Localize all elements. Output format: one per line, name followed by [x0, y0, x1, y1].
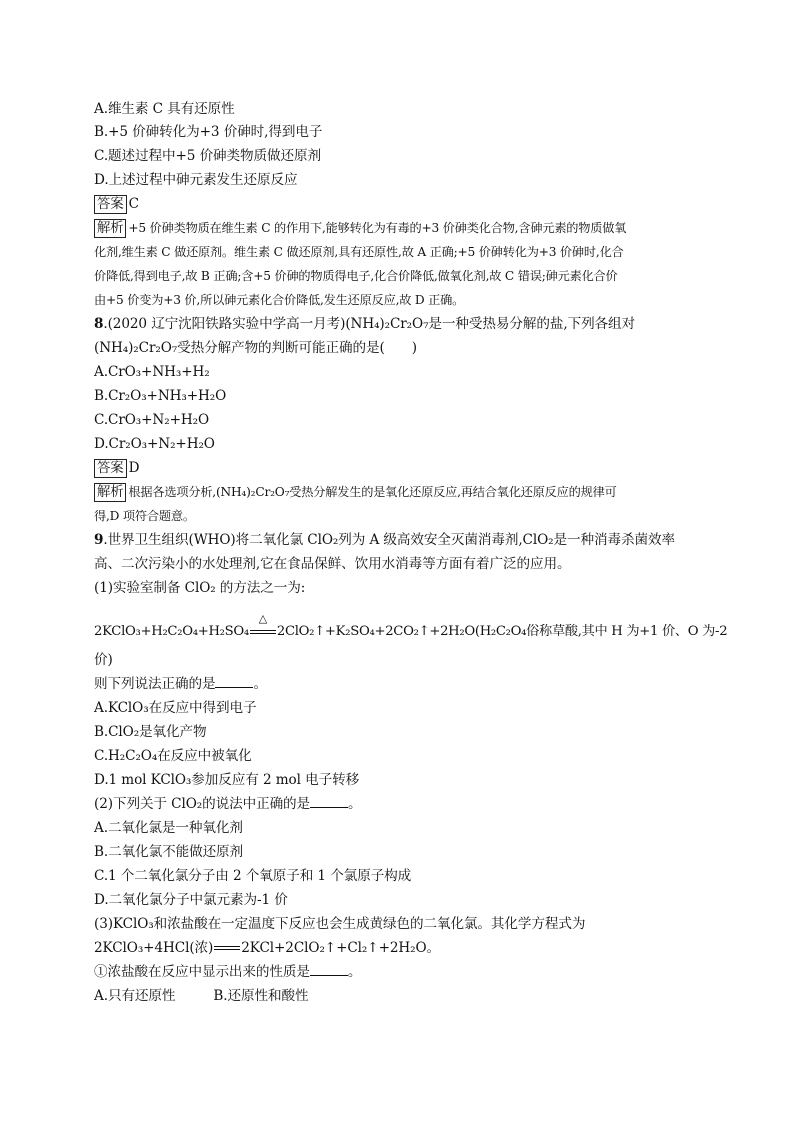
q9-stem-line-2: 高、二次污染小的水处理剂,它在食品保鲜、饮用水消毒等方面有着广泛的应用。 — [94, 556, 571, 572]
q7-answer: C — [128, 196, 139, 212]
q9-equation-1-cont: 价) — [94, 652, 113, 668]
q9-stem-text: .世界卫生组织(WHO)将二氧化氯 ClO₂列为 A 级高效安全灭菌消毒剂,ClO₂是一种消毒杀菌效率 — [103, 532, 675, 548]
q9-p1-option-c: C.H₂C₂O₄在反应中被氧化 — [94, 748, 252, 764]
q9-equation-1 — [94, 612, 728, 642]
q9-p3-option-a: A.只有还原性 — [94, 988, 176, 1004]
period: 。 — [348, 796, 362, 812]
q9-p3-option-b: B.还原性和酸性 — [213, 988, 309, 1004]
q9-number: 9 — [94, 532, 104, 548]
q7-option-c: C.题述过程中+5 价砷类物质做还原剂 — [94, 148, 322, 164]
q8-option-c: C.CrO₃+N₂+H₂O — [94, 412, 210, 428]
q7-explain-line-3: 价降低,得到电子,故 B 正确;含+5 价砷的物质得电子,化合价降低,做氧化剂,故 C 错误;砷元素化合价 — [94, 269, 618, 283]
period: 。 — [253, 676, 267, 692]
q7-option-d: D.上述过程中砷元素发生还原反应 — [94, 172, 298, 188]
q8-explain-line-1 — [94, 482, 617, 502]
q9-part3-stem: (3)KClO₃和浓盐酸在一定温度下反应也会生成黄绿色的二氧化氯。其化学方程式为 — [94, 916, 586, 932]
answer-tag: 答案 — [94, 195, 127, 214]
q7-option-a: A.维生素 C 具有还原性 — [94, 101, 235, 117]
q8-explain-line-2: 得,D 项符合题意。 — [94, 509, 195, 523]
q8-number: 8 — [94, 316, 104, 332]
q7-explain-line-1 — [94, 218, 626, 238]
answer-tag: 答案 — [94, 459, 127, 478]
q8-option-a: A.CrO₃+NH₃+H₂ — [94, 364, 210, 380]
explain-tag: 解析 — [94, 219, 126, 238]
eq2-reactants: 2KClO₃+4HCl(浓) — [94, 940, 214, 956]
q7-explain-line-2: 化剂,维生素 C 做还原剂。维生素 C 做还原剂,具有还原性,故 A 正确;+5 价砷转化为+3 价砷时,化合 — [94, 245, 624, 259]
q8-answer: D — [128, 460, 140, 476]
q8-stem-line-2: (NH₄)₂Cr₂O₇受热分解产物的判断可能正确的是( ) — [94, 340, 417, 356]
q7-answer-line — [94, 194, 139, 214]
q9-stem-line-1 — [94, 530, 675, 550]
q9-part1-ask: 则下列说法正确的是 — [94, 676, 216, 692]
q9-part1-intro: (1)实验室制备 ClO₂ 的方法之一为: — [94, 580, 306, 596]
q7-option-b: B.+5 价砷转化为+3 价砷时,得到电子 — [94, 124, 323, 140]
q9-part2-ask: (2)下列关于 ClO₂的说法中正确的是 — [94, 796, 311, 812]
heat-condition-symbol: △ — [258, 612, 267, 625]
q8-stem-text: .(2020 辽宁沈阳铁路实验中学高一月考)(NH₄)₂Cr₂O₇是一种受热易分解的盐,下列各组对 — [103, 316, 636, 332]
q9-p2-option-a: A.二氧化氯是一种氧化剂 — [94, 820, 243, 836]
q8-answer-line — [94, 458, 139, 478]
eq1-reactants: 2KClO₃+H₂C₂O₄+H₂SO₄ — [94, 624, 249, 639]
period: 。 — [347, 964, 362, 980]
q9-part2-question — [94, 794, 362, 814]
q9-p3-options — [94, 986, 309, 1006]
q8-explain-text: 根据各选项分析,(NH₄)₂Cr₂O₇受热分解发生的是氧化还原反应,再结合氧化还原反应的规律可 — [128, 485, 617, 499]
answer-blank[interactable] — [310, 962, 348, 976]
q9-p1-option-d: D.1 mol KClO₃参加反应有 2 mol 电子转移 — [94, 772, 360, 788]
q9-p1-option-a: A.KClO₃在反应中得到电子 — [94, 700, 257, 716]
q9-p1-option-b: B.ClO₂是氧化产物 — [94, 724, 207, 740]
q8-option-d: D.Cr₂O₃+N₂+H₂O — [94, 436, 215, 452]
eq2-equals-sign — [213, 938, 241, 958]
answer-blank[interactable] — [215, 674, 253, 688]
explain-tag: 解析 — [94, 483, 126, 502]
eq2-products: 2KCl+2ClO₂↑+Cl₂↑+2H₂O。 — [241, 940, 441, 956]
q9-p2-option-d: D.二氧化氯分子中氯元素为-1 价 — [94, 892, 288, 908]
q7-explain-line-4: 由+5 价变为+3 价,所以砷元素化合价降低,发生还原反应,故 D 正确。 — [94, 293, 465, 307]
q8-stem-line-1 — [94, 314, 635, 334]
q9-part3-question — [94, 962, 361, 982]
eq1-equals-sign — [249, 612, 277, 642]
q7-explain-text: +5 价砷类物质在维生素 C 的作用下,能够转化为有毒的+3 价砷类化合物,含砷元素的物质做氧 — [128, 221, 627, 235]
eq1-products: 2ClO₂↑+K₂SO₄+2CO₂↑+2H₂O(H₂C₂O₄俗称草酸,其中 H 为+1 价、O 为-2 — [276, 624, 728, 639]
answer-blank[interactable] — [310, 794, 348, 808]
q9-part1-question — [94, 674, 267, 694]
q9-equation-2 — [94, 938, 440, 958]
q9-part3-ask: ①浓盐酸在反应中显示出来的性质是 — [94, 964, 310, 980]
q8-option-b: B.Cr₂O₃+NH₃+H₂O — [94, 388, 227, 404]
q9-p2-option-b: B.二氧化氯不能做还原剂 — [94, 844, 244, 860]
q9-p2-option-c: C.1 个二氧化氯分子由 2 个氧原子和 1 个氯原子构成 — [94, 868, 412, 884]
